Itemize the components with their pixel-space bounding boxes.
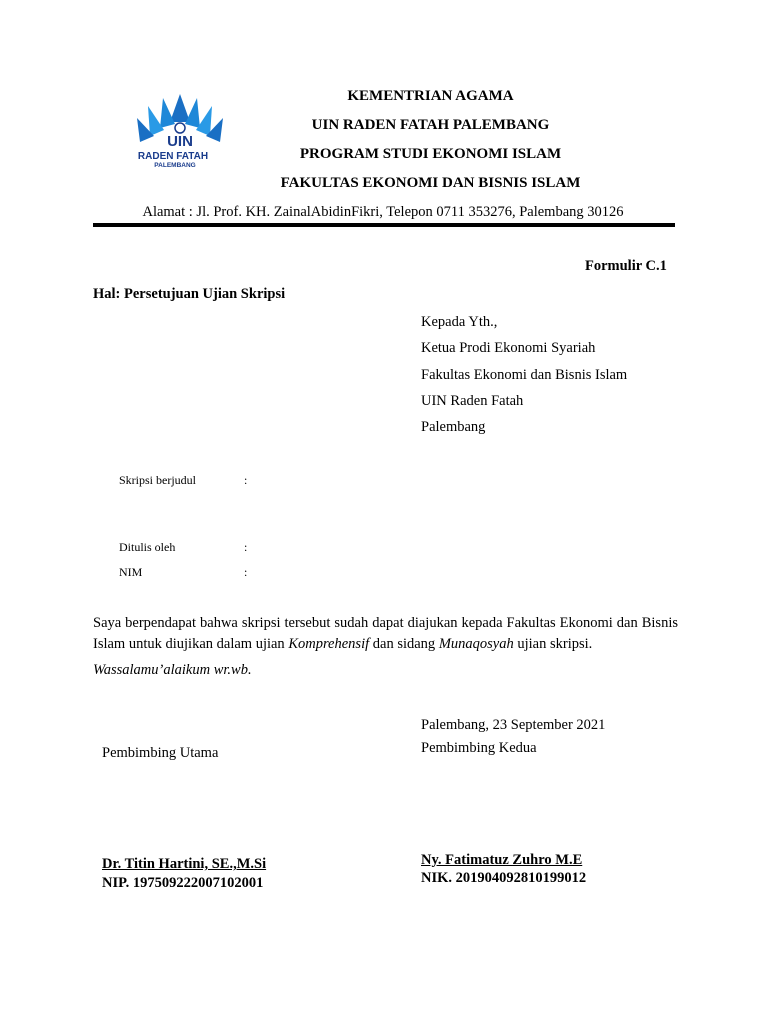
- body-text-3: ujian skripsi.: [513, 636, 593, 652]
- logo-text-name: RADEN FATAH: [137, 151, 209, 162]
- letterhead-address: Alamat : Jl. Prof. KH. ZainalAbidinFikri, Telepon 0711 353276, Palembang 30126: [142, 204, 624, 220]
- body-text-2: dan sidang: [369, 636, 439, 652]
- field-label-nim: NIM: [119, 565, 143, 579]
- recipient-salutation: Kepada Yth.,: [421, 314, 498, 330]
- nik-second-supervisor: NIK. 201904092810199012: [421, 870, 587, 886]
- body-text-1: Saya berpendapat bahwa skripsi tersebut sudah dapat diajukan kepada Fakultas Ekonomi dan Bisnis Islam untuk diujikan dalam ujian: [93, 615, 678, 652]
- closing-greeting: Wassalamu’alaikum wr.wb.: [93, 662, 252, 678]
- recipient-line-2: Ketua Prodi Ekonomi Syariah: [421, 340, 596, 356]
- role-main-supervisor: Pembimbing Utama: [102, 745, 219, 761]
- field-colon-nim: :: [244, 565, 248, 579]
- recipient-line-4: UIN Raden Fatah: [421, 393, 524, 409]
- letterhead-ministry: KEMENTRIAN AGAMA: [347, 88, 514, 104]
- role-second-supervisor: Pembimbing Kedua: [421, 740, 537, 756]
- field-colon-title: :: [244, 473, 248, 487]
- form-code: Formulir C.1: [585, 258, 667, 274]
- letterhead-faculty: FAKULTAS EKONOMI DAN BISNIS ISLAM: [280, 175, 581, 191]
- field-label-title: Skripsi berjudul: [119, 473, 196, 487]
- body-emphasis-munaqosyah: Munaqosyah: [438, 636, 514, 652]
- name-second-supervisor: Ny. Fatimatuz Zuhro M.E: [421, 852, 583, 868]
- field-label-author: Ditulis oleh: [119, 540, 176, 554]
- nip-main-supervisor: NIP. 197509222007102001: [102, 875, 264, 891]
- letterhead-university: UIN RADEN FATAH PALEMBANG: [311, 117, 550, 133]
- logo-text-main: UIN: [167, 133, 193, 150]
- field-colon-author: :: [244, 540, 248, 554]
- name-main-supervisor: Dr. Titin Hartini, SE.,M.Si: [102, 856, 267, 872]
- place-date: Palembang, 23 September 2021: [421, 717, 606, 733]
- letterhead-program: PROGRAM STUDI EKONOMI ISLAM: [299, 146, 562, 162]
- body-paragraph: [93, 613, 678, 655]
- recipient-line-3: Fakultas Ekonomi dan Bisnis Islam: [421, 367, 628, 383]
- letter-subject: Hal: Persetujuan Ujian Skripsi: [93, 286, 286, 302]
- recipient-line-5: Palembang: [421, 419, 486, 435]
- body-emphasis-komprehensif: Komprehensif: [288, 636, 370, 652]
- logo-text-city: PALEMBANG: [154, 162, 196, 169]
- letterhead-divider: [93, 223, 675, 227]
